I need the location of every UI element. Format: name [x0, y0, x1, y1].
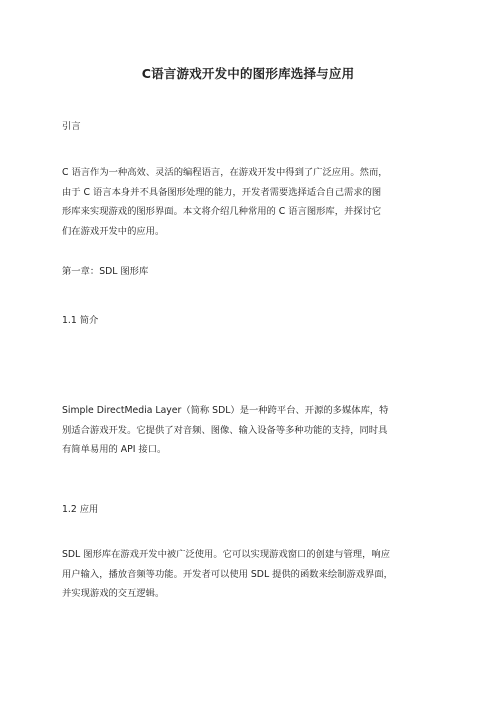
intro-line: 们在游戏开发中的应用。 [62, 225, 165, 237]
intro-line: C 语言作为一种高效、灵活的编程语言，在游戏开发中得到了广泛应用。然而， [62, 167, 388, 178]
intro-line: 由于 C 语言本身并不具备图形处理的能力，开发者需要选择适合自己需求的图 [62, 186, 382, 198]
intro-heading: 引言 [62, 121, 81, 132]
section-1-1-line: Simple DirectMedia Layer（简称 SDL）是一种跨平台、开源的多媒体库，特 [62, 405, 389, 416]
section-1-1-line: 别适合游戏开发。它提供了对音频、图像、输入设备等多种功能的支持，同时具 [62, 424, 388, 436]
section-1-2-line: 并实现游戏的交互逻辑。 [62, 588, 165, 599]
section-1-2-heading: 1.2 应用 [62, 504, 99, 515]
section-1-1-paragraph [62, 401, 434, 460]
intro-paragraph [62, 163, 434, 241]
intro-line: 形库来实现游戏的图形界面。本文将介绍几种常用的 C 语言图形库，并探讨它 [62, 206, 382, 217]
section-1-1-line: 有简单易用的 API 接口。 [62, 444, 167, 455]
document-title: C语言游戏开发中的图形库选择与应用 [141, 66, 355, 81]
section-1-1-heading: 1.1 简介 [62, 315, 99, 326]
chapter1-heading: 第一章：SDL 图形库 [62, 266, 149, 277]
section-1-2-paragraph [62, 545, 434, 604]
section-1-2-line: 用户输入，播放音频等功能。开发者可以使用 SDL 提供的函数来绘制游戏界面， [62, 568, 393, 580]
section-1-2-line: SDL 图形库在游戏开发中被广泛使用。它可以实现游戏窗口的创建与管理，响应 [62, 549, 390, 560]
